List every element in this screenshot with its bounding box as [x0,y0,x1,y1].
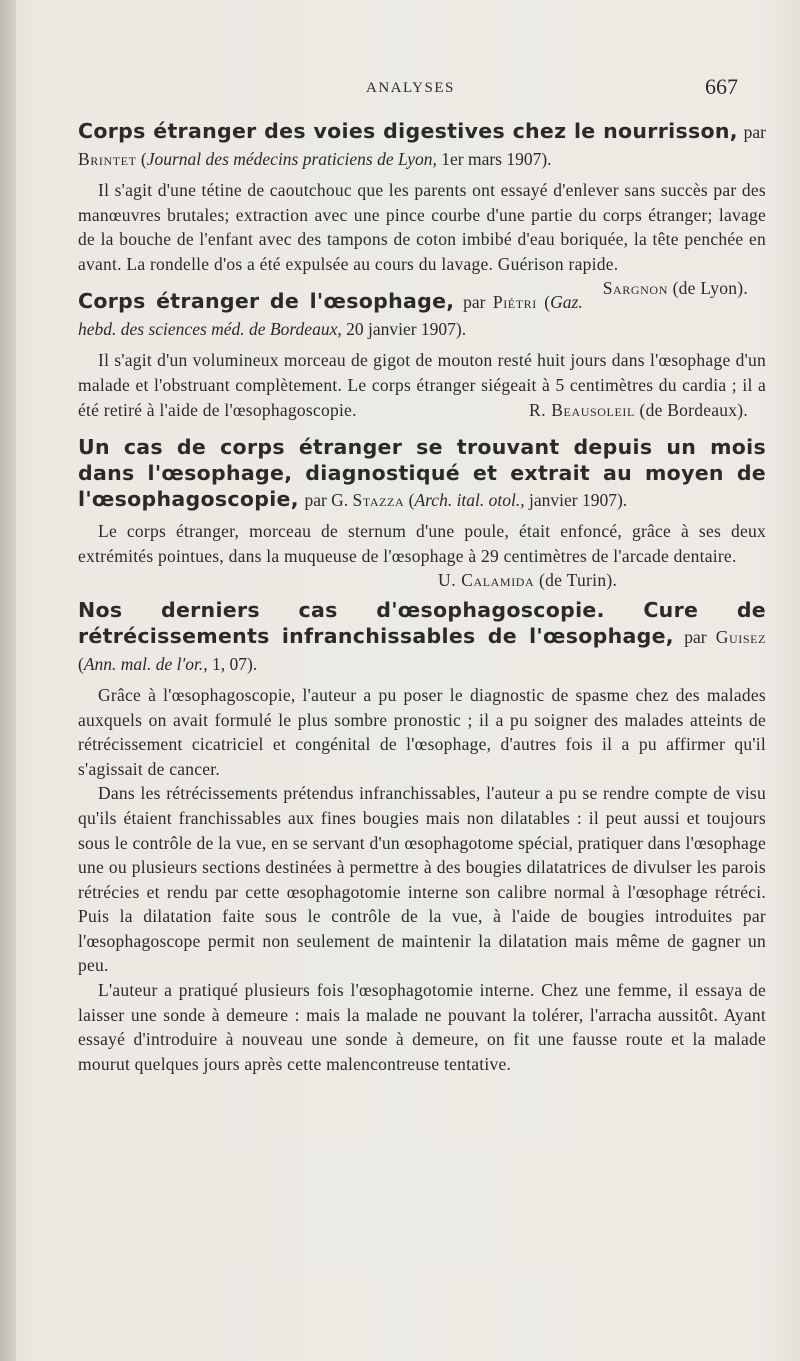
article-title: Un cas de corps étranger se trouvant depuis un mois dans l'œsophage, diagnostiqué et extrait au moyen de l'œsophagoscopie, [78,435,766,512]
article-title: Corps étranger des voies digestives chez le nourrisson, [78,119,738,143]
article-paragraph: L'auteur a pratiqué plusieurs fois l'œsophagotomie interne. Chez une femme, il essaya de laisser une sonde à demeure : mais la malade ne pouvant la tolérer, l'arracha aussitôt. Ayant essayé d'introduire à nouveau une sonde à demeure, on fit une fausse route et la malade mourut quelques jours après cette malencontreuse tentative. [78,980,766,1074]
article-date: 1, 07). [207,653,258,674]
article-author: Stazza [352,490,405,511]
article-body [78,348,766,422]
signature-place: (de Bordeaux). [634,399,748,420]
article-stazza [78,434,766,593]
running-head: ANALYSES [366,80,455,96]
article-author: Piétri [492,292,537,313]
article-paragraph: Le corps étranger, morceau de sternum d'une poule, était enfoncé, grâce à ses deux extrémités pointues, dans la muqueuse de l'œsophage à 29 centimètres de l'arcade dentaire. [78,521,766,566]
meta-prefix: par [743,122,766,142]
article-paragraph [78,178,766,299]
article-title: Nos derniers cas d'œsophagoscopie. Cure de rétrécissements infranchissables de l'œsophage, [78,597,766,648]
article-body [78,519,766,593]
article-brintet [78,118,766,299]
article-date: 20 janvier 1907). [341,319,467,340]
article-paragraph [78,348,766,422]
signature-place: (de Lyon). [667,278,748,299]
page-content [78,118,766,1076]
article-source: Arch. ital. otol., [414,490,525,511]
article-paragraph: Dans les rétrécissements prétendus infranchissables, l'auteur a pu se rendre compte de visu qu'ils étaient franchissables aux fines bougies mais non dilatables : il peut aussi et toujours sous le contrôle de la vue, en se servant d'un œsophagotome spécial, pratiquer dans l'œsophage une ou plusieurs sections destinées à permettre à des bougies dilatatrices de divulser les parois rétrécies et rendu par cette œsophagotomie interne son calibre normal à l'œsophage rétréci. Puis la dilatation faite sous le contrôle de la vue, à l'aide de bougies introduites par l'œsophagoscope permit non seulement de maintenir la dilatation mais même de gagner un peu. [78,783,766,976]
article-heading [78,434,766,513]
source-open: ( [136,149,147,169]
meta-prefix: par [684,626,716,647]
signature-name: Sargnon [602,278,668,299]
article-signature [583,276,766,301]
book-spine-edge [0,0,16,1361]
article-paragraph: Grâce à l'œsophagoscopie, l'auteur a pu poser le diagnostic de spasme chez des malades auxquels on avait formulé le plus sombre pronostic ; il a pu soigner des malades atteints de rétrécissement cicatriciel et congénital de l'œsophage, d'autres fois il a pu affirmer qu'il s'agissait de cancer. [78,684,766,779]
article-source: Gaz. hebd. des sciences méd. de Bordeaux, [78,292,583,340]
source-open: ( [536,292,551,313]
signature-place: (de Turin). [534,570,618,591]
meta-prefix: par G. [304,490,353,511]
article-author: Brintet [78,149,137,169]
paragraph-text: Il s'agit d'un volumineux morceau de gigot de mouton resté huit jours dans l'œsophage d'un malade et l'obstruant complètement. Le corps étranger siégeait à 5 centimètres du cardia ; il a été retiré à l'aide de l'œsophagoscopie. [78,350,766,420]
article-meta [304,490,627,510]
source-open: ( [78,653,84,674]
article-signature [509,398,766,423]
page-number: 667 [705,74,738,99]
article-date: janvier 1907). [524,490,628,511]
article-source: Ann. mal. de l'or., [83,653,208,674]
article-heading [78,118,766,172]
page-header [0,74,800,104]
article-guisez [78,597,766,1077]
article-signature [78,568,766,593]
paragraph-text: Il s'agit d'une tétine de caoutchouc que les parents ont essayé d'enlever sans succès par des manœuvres brutales; extraction avec une pince courbe d'une partie du corps étranger; lavage de la bouche de l'enfant avec des tampons de coton imbibé d'eau boriquée, la tête penchée en avant. La rondelle d'os a été expulsée au cours du lavage. Guérison rapide. [78,180,766,274]
article-body [78,683,766,1077]
article-date: 1er mars 1907). [436,149,552,169]
article-author: Guisez [715,626,766,647]
meta-prefix: par [463,292,493,313]
article-body [78,178,766,299]
signature-name: R. Beausoleil [529,399,635,420]
article-pietri [78,288,766,422]
article-source: Journal des médecins praticiens de Lyon, [146,149,437,169]
source-open: ( [404,490,415,511]
signature-name: U. Calamida [438,570,535,591]
article-title: Corps étranger de l'œsophage, [78,289,455,314]
article-heading [78,597,766,677]
